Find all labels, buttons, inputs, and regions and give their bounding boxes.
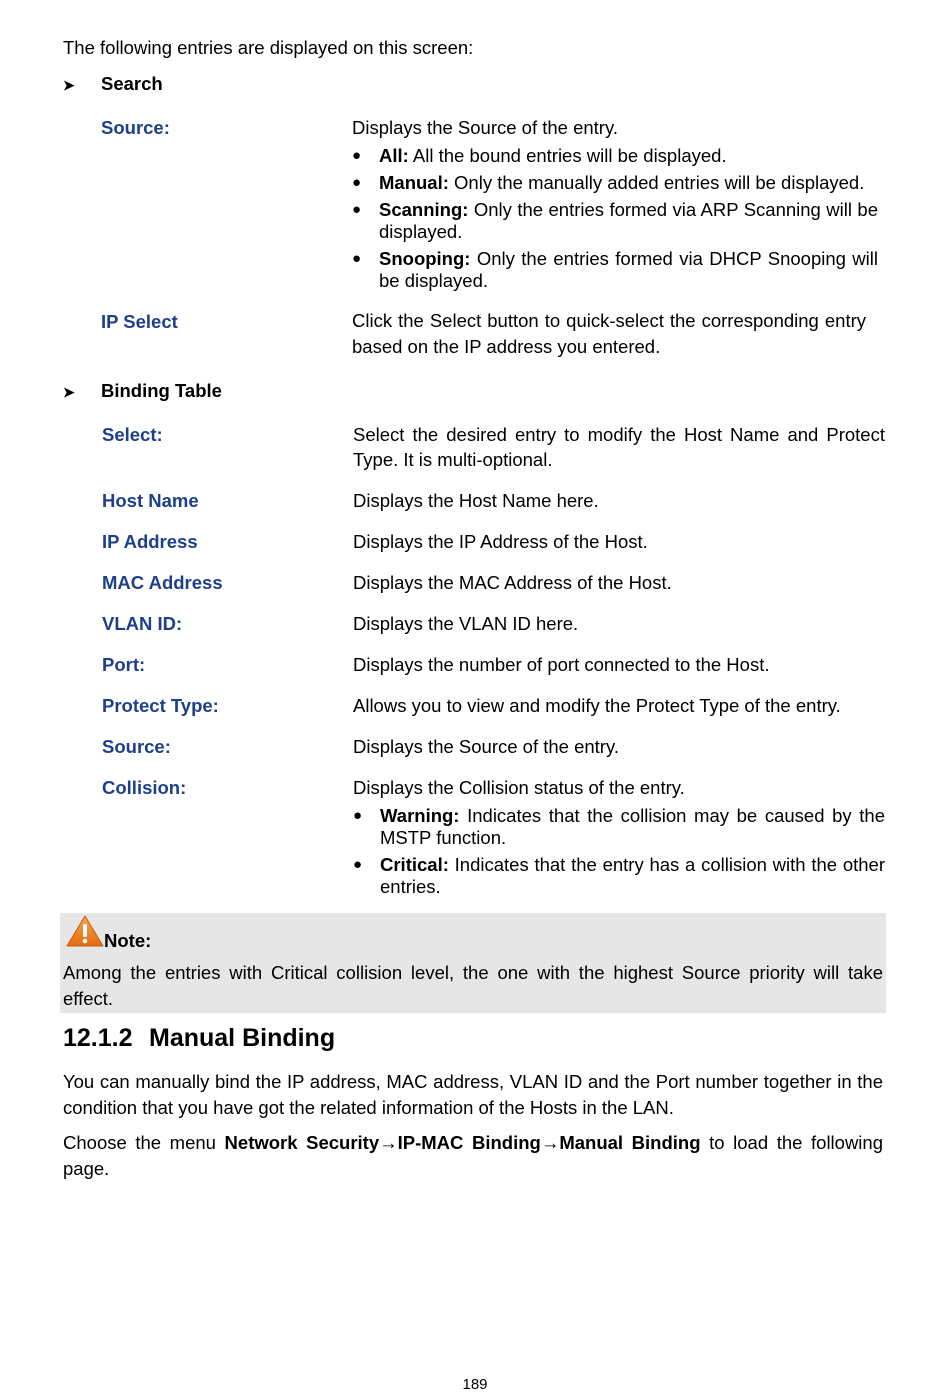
desc-vlan-id: Displays the VLAN ID here. [353, 613, 579, 634]
desc-collision [353, 775, 885, 898]
term-source-entry: Source: [102, 736, 171, 757]
desc-host-name: Displays the Host Name here. [353, 490, 599, 511]
term-ip-select: IP Select [101, 311, 178, 332]
bullet-text: Only the manually added entries will be displayed. [448, 172, 865, 193]
desc-ip-select: Click the Select button to quick-select the corresponding entry based on the IP address you entered. [352, 310, 866, 357]
desc-select: Select the desired entry to modify the Host Name and Protect Type. It is multi-optional. [353, 424, 885, 470]
desc-mac-address: Displays the MAC Address of the Host. [353, 572, 672, 593]
page-number: 189 [462, 1376, 488, 1393]
term-source: Source: [101, 117, 170, 138]
term-ip-address: IP Address [102, 531, 198, 552]
note-text: Among the entries with Critical collision level, the one with the highest Source priority will take effect. [63, 962, 883, 1009]
paragraph-menu-path [63, 1130, 883, 1182]
bullet-text: Only the entries formed via ARP Scanning will be displayed. [379, 199, 878, 242]
desc-protect-type: Allows you to view and modify the Protect Type of the entry. [353, 695, 841, 716]
paragraph-manual-binding: You can manually bind the IP address, MAC address, VLAN ID and the Port number together in the condition that you have got the related information of the Hosts in the LAN. [63, 1071, 883, 1118]
list-item [352, 145, 878, 167]
bullet-label: Critical: [380, 854, 449, 875]
bullet-dot-icon: ● [353, 807, 363, 824]
desc-port: Displays the number of port connected to the Host. [353, 654, 770, 675]
note-title: Note: [104, 930, 152, 951]
term-vlan-id: VLAN ID: [102, 613, 183, 634]
bullet-label: Snooping: [379, 248, 471, 269]
term-protect-type: Protect Type: [102, 695, 219, 716]
bullet-label: All: [379, 145, 409, 166]
binding-table-heading [63, 380, 222, 402]
desc-collision-text: Displays the Collision status of the entry. [353, 777, 685, 798]
bullet-text: Indicates that the entry has a collision with the other entries. [380, 854, 885, 897]
section-heading [63, 1024, 335, 1053]
bullet-label: Scanning: [379, 199, 469, 220]
list-item [353, 854, 885, 898]
bullet-dot-icon: ● [352, 147, 362, 164]
bullet-label: Warning: [380, 805, 460, 826]
term-port: Port: [102, 654, 146, 675]
bullet-dot-icon: ● [352, 250, 362, 267]
desc-source-entry: Displays the Source of the entry. [353, 736, 619, 757]
search-heading [63, 73, 163, 95]
desc-ip-address: Displays the IP Address of the Host. [353, 531, 648, 552]
note-box [60, 913, 886, 1013]
bullet-dot-icon: ● [352, 174, 362, 191]
arrow-bullet-icon: ➤ [63, 77, 75, 93]
list-item [352, 248, 878, 292]
section-number: 12.1.2 [63, 1024, 133, 1052]
desc-source-text: Displays the Source of the entry. [352, 117, 618, 138]
bullet-dot-icon: ● [352, 201, 362, 218]
warning-icon [65, 914, 105, 948]
bullet-dot-icon: ● [353, 856, 363, 873]
list-item [352, 172, 878, 194]
term-mac-address: MAC Address [102, 572, 223, 593]
term-collision: Collision: [102, 777, 187, 798]
term-select: Select: [102, 424, 163, 445]
binding-table-heading-label: Binding Table [101, 380, 222, 401]
bullet-text: Indicates that the collision may be caused by the MSTP function. [380, 805, 885, 848]
list-item [353, 805, 885, 849]
bullet-label: Manual: [379, 172, 449, 193]
intro-text: The following entries are displayed on this screen: [63, 37, 474, 58]
menu-path-prefix: Choose the menu [63, 1132, 225, 1153]
menu-path-suffix: to load the following page. [63, 1132, 883, 1179]
search-heading-label: Search [101, 73, 163, 94]
arrow-bullet-icon: ➤ [63, 384, 75, 400]
section-title: Manual Binding [149, 1024, 336, 1052]
list-item [352, 199, 878, 243]
term-host-name: Host Name [102, 490, 199, 511]
desc-source [352, 115, 878, 292]
bullet-text: All the bound entries will be displayed. [408, 145, 727, 166]
menu-path: Network Security→IP-MAC Binding→Manual Binding [224, 1132, 701, 1153]
bullet-text: Only the entries formed via DHCP Snooping will be displayed. [379, 248, 878, 291]
